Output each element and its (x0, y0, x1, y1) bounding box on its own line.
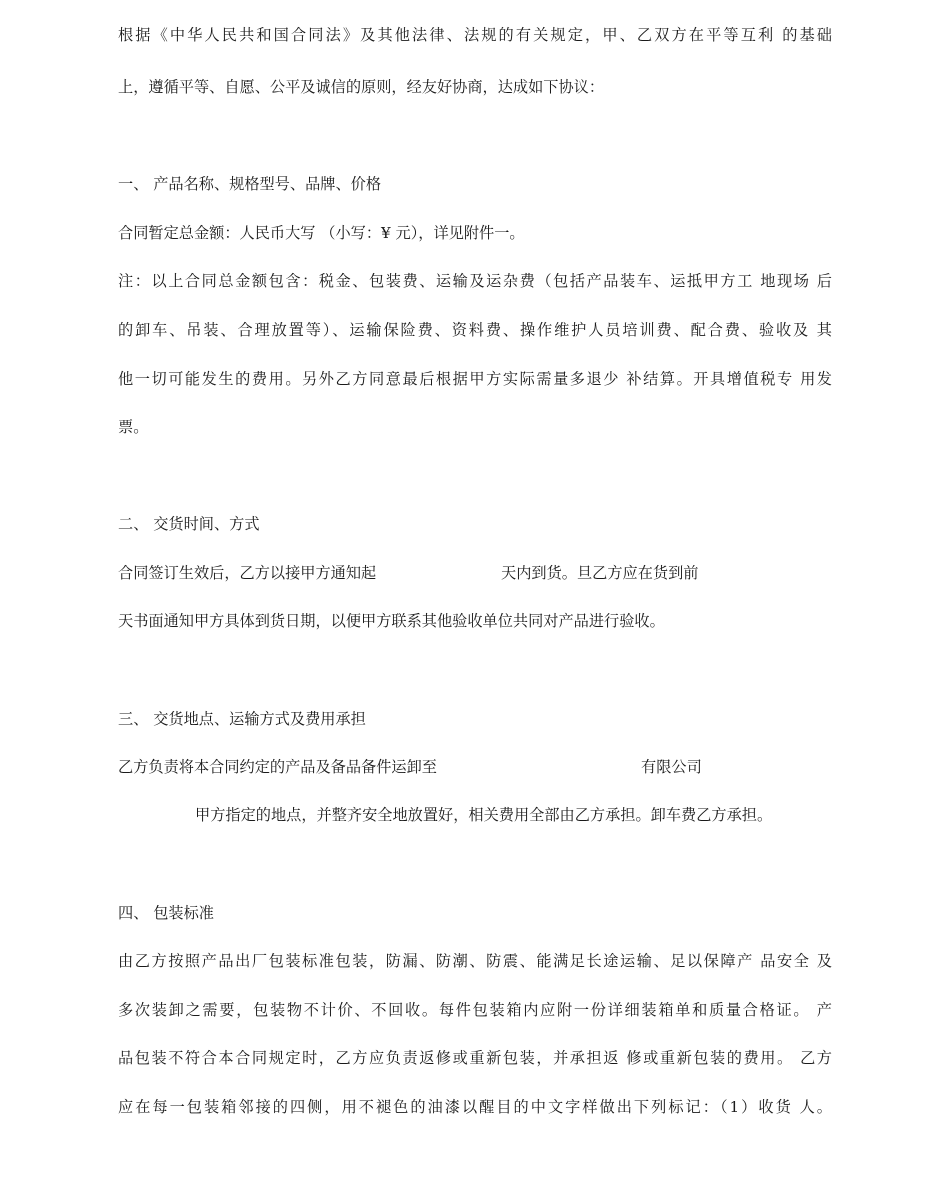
section-1-heading: 一、 产品名称、规格型号、品牌、价格 (118, 175, 382, 193)
section-2-line-1b: 天内到货。旦乙方应在货到前 (501, 564, 699, 582)
section-2-heading: 二、 交货时间、方式 (118, 515, 260, 533)
section-1-note-line-4: 票。 (118, 418, 149, 436)
preamble-line-1: 根据《中华人民共和国合同法》及其他法律、法规的有关规定，甲、乙双方在平等互利 的基础 (118, 26, 832, 44)
section-3-heading: 三、 交货地点、运输方式及费用承担 (118, 710, 366, 728)
section-4-line-1: 由乙方按照产品出厂包装标准包装，防漏、防潮、防震、能满足长途运输、足以保障产 品安全 及 (118, 952, 832, 970)
section-1-note-line-1: 注：以上合同总金额包含：税金、包装费、运输及运杂费（包括产品装车、运抵甲方工 地现场 后 (118, 272, 832, 290)
section-3-line-1a: 乙方负责将本合同约定的产品及备品备件运卸至 (118, 758, 437, 776)
section-4-line-2: 多次装卸之需要，包装物不计价、不回收。每件包装箱内应附一份详细装箱单和质量合格证。 产 (118, 1001, 832, 1019)
section-3-line-1b: 有限公司 (641, 758, 702, 776)
section-4-line-4: 应在每一包装箱邻接的四侧，用不褪色的油漆以醒目的中文字样做出下列标记：（1）收货 人。 (118, 1098, 832, 1116)
section-4-heading: 四、 包装标准 (118, 904, 214, 922)
section-1-note-line-3: 他一切可能发生的费用。另外乙方同意最后根据甲方实际需量多退少 补结算。开具增值税专 用发 (118, 370, 832, 388)
preamble-line-2: 上，遵循平等、自愿、公平及诚信的原则，经友好协商，达成如下协议： (118, 78, 604, 96)
section-1-note-line-2: 的卸车、吊装、合理放置等）、运输保险费、资料费、操作维护人员培训费、配合费、验收及 其 (118, 321, 832, 339)
section-3-line-2: 甲方指定的地点，并整齐安全地放置好，相关费用全部由乙方承担。卸车费乙方承担。 (195, 806, 773, 824)
section-2-line-1a: 合同签订生效后，乙方以接甲方通知起 (118, 564, 377, 582)
section-4-line-3: 品包装不符合本合同规定时，乙方应负责返修或重新包装，并承担返 修或重新包装的费用。 乙方 (118, 1049, 832, 1067)
section-1-amount: 合同暂定总金额：人民币大写 （小写：¥ 元），详见附件一。 (118, 224, 525, 242)
section-2-line-2: 天书面通知甲方具体到货日期，以便甲方联系其他验收单位共同对产品进行验收。 (118, 612, 665, 630)
